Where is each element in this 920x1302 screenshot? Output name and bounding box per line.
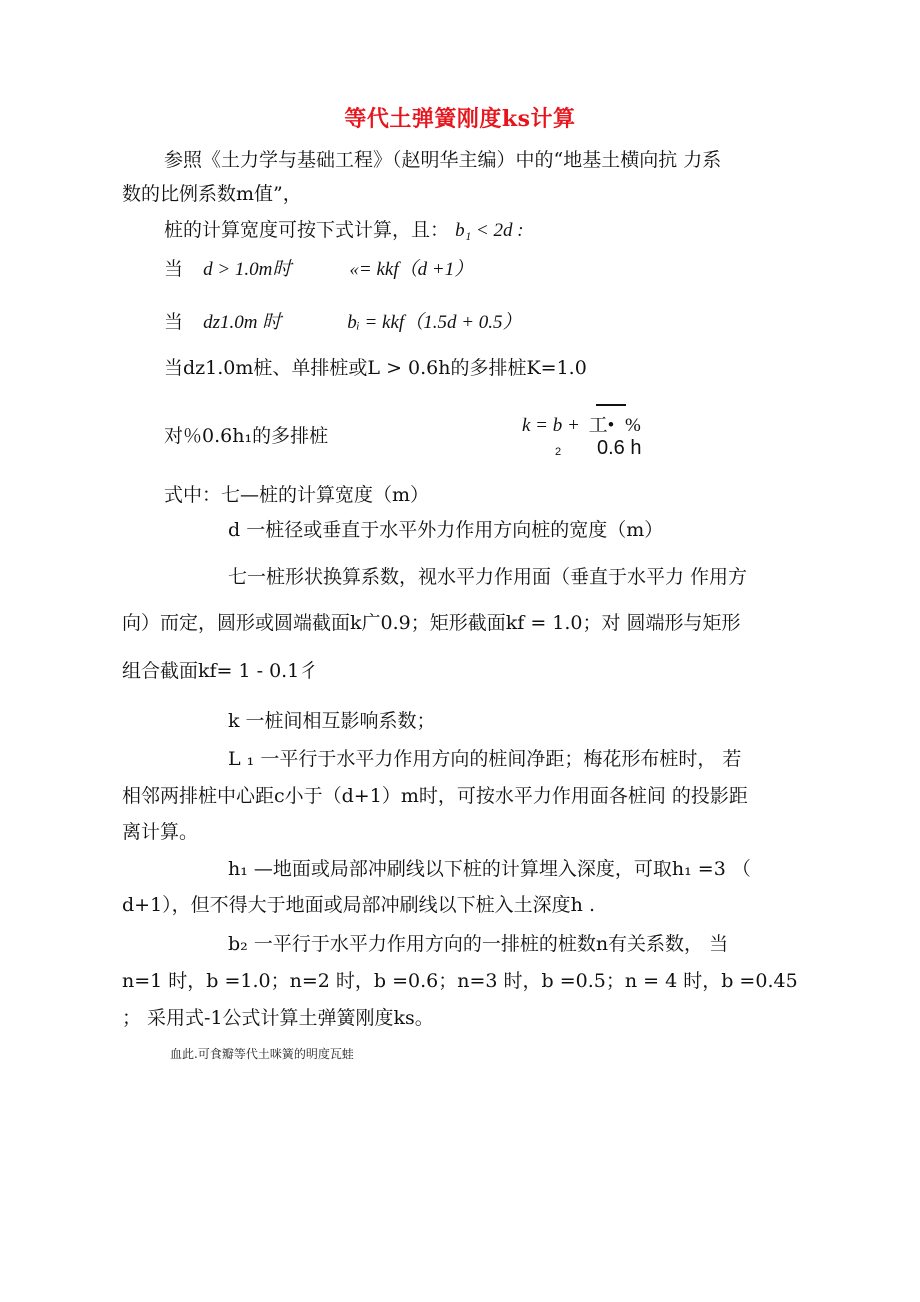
width-limit-formula: b₁ < 2d :: [455, 220, 524, 241]
definition-b2-line3: ； 采用式-1公式计算土弹簧刚度ks。: [122, 1007, 434, 1029]
case-small-formula: bᵢ = kkf（1.5d + 0.5）: [347, 312, 522, 333]
definition-kf-line3: 组合截面kf= 1 - 0.1彳: [122, 660, 319, 682]
case-small-condition: dz1.0m 时: [203, 312, 282, 333]
multi-row-formula: [522, 410, 641, 437]
definition-kf-line1: 七一桩形状换算系数，视水平力作用面（垂直于水平力 作用方: [228, 566, 748, 588]
width-intro-text: 桩的计算宽度可按下式计算，且：: [164, 219, 450, 241]
definition-l1-line1: L ₁ 一平行于水平力作用方向的桩间净距；梅花形布桩时， 若: [228, 748, 742, 770]
fraction-bar: [596, 404, 626, 406]
paragraph-width-intro: [164, 217, 524, 244]
case-small-label: 当: [164, 311, 184, 333]
case-large-label: 当: [164, 258, 184, 280]
definition-h1-line2: d+1），但不得大于地面或局部冲刷线以下桩入土深度h .: [122, 894, 595, 916]
case-large-formula: «= kkf（d +1）: [349, 259, 474, 280]
case-small-diameter: [164, 309, 522, 336]
definition-h1-line1: h₁ —地面或局部冲刷线以下桩的计算埋入深度，可取h₁ =3 （: [228, 858, 751, 880]
definition-k: k 一桩间相互影响系数；: [228, 710, 436, 732]
case-large-condition: d > 1.0m时: [203, 259, 292, 280]
case-large-diameter: [164, 256, 473, 283]
formula-numerator: 工•: [588, 415, 615, 436]
formula-k-lhs: k = b +: [522, 415, 580, 436]
page-footer: 血此.可食瓣等代土咪簧的明度瓦蛙: [170, 1047, 354, 1061]
definition-l1-line2: 相邻两排桩中心距c小于（d+1）m时，可按水平力作用面各桩间 的投影距: [122, 785, 748, 807]
paragraph-reference-line2: 数的比例系数m值”，: [122, 183, 302, 205]
definition-d: d 一桩径或垂直于水平外力作用方向桩的宽度（m）: [228, 519, 664, 541]
formula-denominator: 0.6 h: [597, 437, 642, 459]
formula-percent: %: [624, 415, 641, 436]
definition-l1-line3: 离计算。: [122, 821, 199, 843]
definition-b2-line2: n=1 时，b =1.0；n=2 时，b =0.6；n=3 时，b =0.5；n = 4 时，b =0.45: [122, 970, 798, 992]
formula-subscript: 2: [555, 446, 562, 458]
definition-header: 式中：七—桩的计算宽度（m）: [164, 484, 430, 506]
multi-row-label: 对％0.6h₁的多排桩: [164, 425, 329, 447]
single-row-rule: 当dz1.0m桩、单排桩或L > 0.6h的多排桩K=1.0: [164, 357, 587, 379]
document-title: 等代土弹簧刚度ks计算: [344, 106, 576, 132]
definition-b2-line1: b₂ 一平行于水平力作用方向的一排桩的桩数n有关系数， 当: [228, 933, 729, 955]
definition-kf-line2: 向）而定，圆形或圆端截面k广0.9；矩形截面kf = 1.0；对 圆端形与矩形: [122, 612, 741, 634]
paragraph-reference-line1: 参照《土力学与基础工程》（赵明华主编）中的“地基土横向抗 力系: [164, 149, 722, 171]
